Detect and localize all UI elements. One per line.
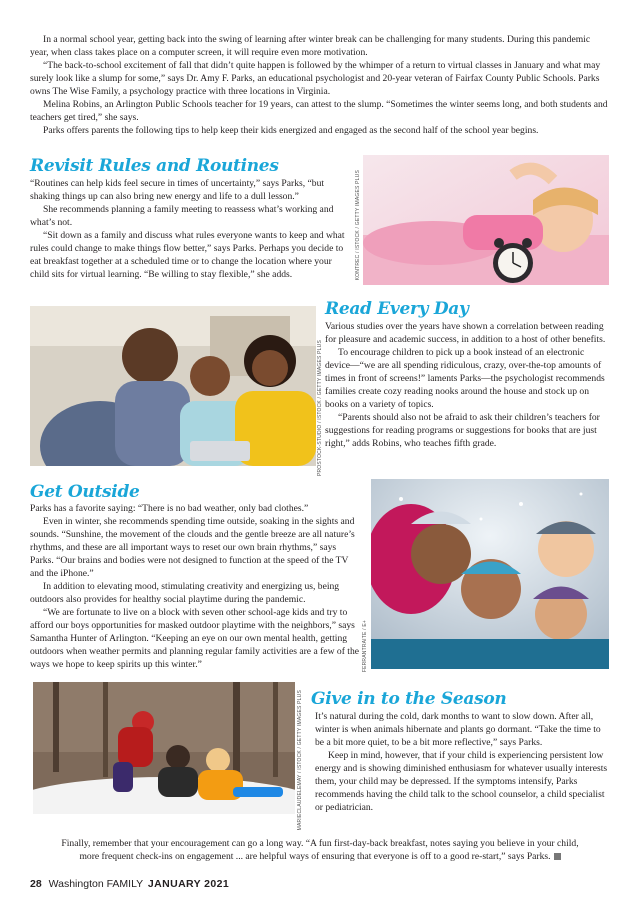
photo-credit: KONTREC / ISTOCK / GETTY IMAGES PLUS xyxy=(355,170,361,281)
body-paragraph: Keep in mind, however, that if your child is experiencing persistent low energy and is showing diminished enthusiasm for whatever usually interests them, your child may be depressed. If the symptoms intensify, Parks recommends having the child talk to the school counselor, a child specialist or pediatrician. xyxy=(315,750,608,813)
photo-credit: PROSTOCK-STUDIO / ISTOCK / GETTY IMAGES PLUS xyxy=(317,340,323,477)
closing-paragraph xyxy=(30,837,610,863)
section-body-read xyxy=(325,320,611,450)
page-number: 28 xyxy=(30,878,42,890)
intro-paragraph: “The back-to-school excitement of fall that didn’t quite happen is followed by the whimper of a return to virtual classes in January and what may surely look like a slump for some,” says Dr. Amy F. Parks, an educational psychologist and 20-year veteran of Fairfax County Public Schools. Parks owns The Wise Family, a psychology practice with three locations in Virginia. xyxy=(30,60,601,97)
body-paragraph: “Parents should also not be afraid to ask their children’s teachers for suggestions for reading programs or suggestions for books that are just right,” adds Robins, who teaches fifth grade. xyxy=(325,412,600,449)
body-paragraph: Even in winter, she recommends spending time outside, soaking in the sights and sounds. “Sunshine, the movement of the clouds and the gentle breeze are all nature’s rhythms, and these are all important ways to reset our own brain rhythms,” says Parks. “Our brains and bodies were not designed to function at the speed of the TV and the iPhone.” xyxy=(30,516,355,579)
intro-paragraph: In a normal school year, getting back into the swing of learning after winter break can be challenging for many students. During this pandemic year, when class takes place on a computer screen, it will require even more motivation. xyxy=(30,34,591,58)
photo-family-reading xyxy=(30,306,316,466)
body-paragraph: In addition to elevating mood, stimulating creativity and energizing us, being outdoors also provides for healthy social playtime during the pandemic. xyxy=(30,581,340,605)
body-paragraph: “We are fortunate to live on a block with seven other school-age kids and try to afford our boys opportunities for masked outdoor playtime with the neighbors,” says Samantha Hunter of Arlington. “Keeping an eye on our own mental health, getting outdoors when weather permits and planning regular family activities are a few of the ways we hope to keep spirits up this winter.” xyxy=(30,607,360,670)
issue-date: JANUARY 2021 xyxy=(147,878,230,890)
intro-paragraph: Melina Robins, an Arlington Public Schools teacher for 19 years, can attest to the slump. “Sometimes the winter seems long, and both students and teachers get tired,” she says. xyxy=(30,99,608,123)
section-heading-season: Give in to the Season xyxy=(311,689,507,709)
photo-girl-alarm-clock xyxy=(363,155,609,285)
section-body-season xyxy=(315,710,610,814)
section-heading-read: Read Every Day xyxy=(325,299,469,319)
body-paragraph: To encourage children to pick up a book instead of an electronic device—“we are all spending ridiculous, crazy, over-the-top amounts of times in front of screens!” laments Parks—the psychologist recommends families create cozy reading nooks around the house and stock up on books on a variety of topics. xyxy=(325,347,605,410)
photo-credit: MARIECLAUDELEMAY / ISTOCK / GETTY IMAGES PLUS xyxy=(297,690,303,831)
publication-name: Washington FAMILY xyxy=(48,878,143,890)
closing-line-text: more frequent check-ins on engagement ... are helpful ways of ensuring that everyone is off to a good re-start,” says Parks. xyxy=(79,851,551,862)
body-paragraph: She recommends planning a family meeting to reassess what’s working and what’s not. xyxy=(30,204,334,228)
body-paragraph: Parks has a favorite saying: “There is no bad weather, only bad clothes.” xyxy=(30,503,309,514)
body-paragraph: Various studies over the years have shown a correlation between reading for pleasure and academic success, in addition to a host of other benefits. xyxy=(325,321,606,345)
page-footer xyxy=(30,878,229,890)
photo-credit: FERRANTRAITE / E+ xyxy=(362,620,368,673)
photo-kids-snow xyxy=(371,479,609,669)
closing-line: Finally, remember that your encouragement can go a long way. “A fun first-day-back breakfast, notes saying you believe in your child, xyxy=(61,838,579,849)
body-paragraph: “Sit down as a family and discuss what rules everyone wants to keep and what rules could change to make things flow better,” says Parks. Perhaps you decide to eat breakfast together at a scheduled time or to change the location where your child sits for virtual learning. “Be willing to stay flexible,” she adds. xyxy=(30,230,345,280)
section-body-outside xyxy=(30,502,360,671)
end-mark-icon xyxy=(554,853,561,860)
closing-line-2 xyxy=(30,850,610,863)
section-heading-outside: Get Outside xyxy=(30,482,140,502)
section-body-rules xyxy=(30,177,352,281)
body-paragraph: “Routines can help kids feel secure in times of uncertainty,” says Parks, “but shaking things up can also bring new energy and life to a dull lesson.” xyxy=(30,178,325,202)
intro-paragraph: Parks offers parents the following tips to help keep their kids energized and engaged as the second half of the school year begins. xyxy=(43,125,539,136)
photo-sledding xyxy=(33,682,295,814)
section-heading-rules: Revisit Rules and Routines xyxy=(30,156,279,176)
intro-text xyxy=(30,33,608,137)
body-paragraph: It’s natural during the cold, dark months to want to slow down. After all, winter is when animals hibernate and plants go dormant. “Take the time to be a bit more quiet, to be a bit more reflective,” says Parks. xyxy=(315,711,601,748)
